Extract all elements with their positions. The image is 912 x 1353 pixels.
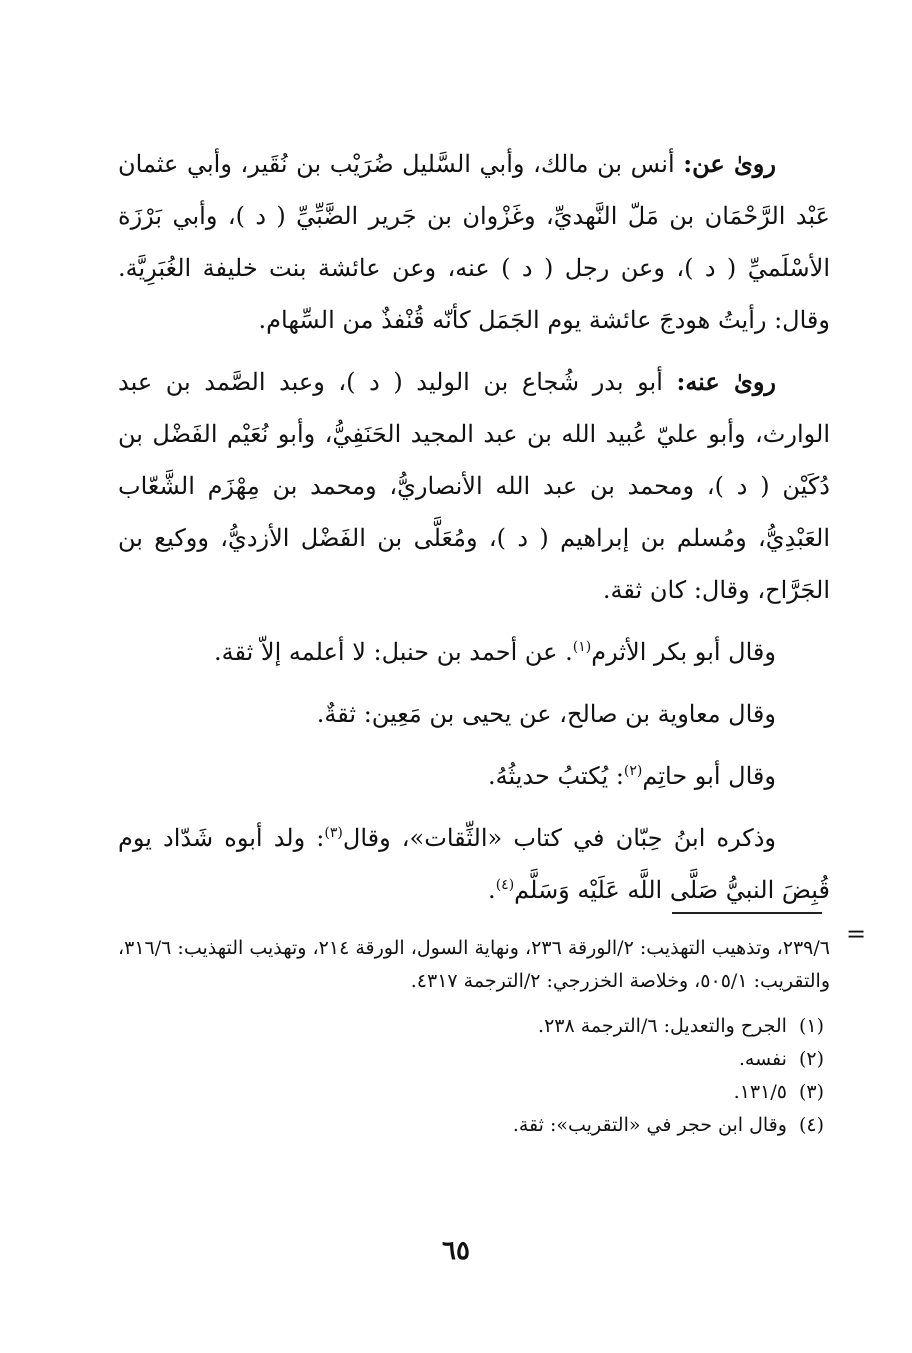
footnote-2 [118, 1043, 830, 1076]
footnote-ref-3: (٣) [324, 825, 343, 841]
narrated-by-text: أبو بدر شُجاع بن الوليد ( د )، وعبد الصَّمد بن عبد الوارث، وأبو عليّ عُبيد الله بن عبد المجيد الحَنَفِيُّ، وأبو نُعَيْم الفَضْل بن دُكَيْن ( د )، ومحمد بن عبد الله الأنصاريُّ، ومحمد بن مِهْزَم الشَّعّاب العَبْدِيُّ، ومُسلم بن إبراهيم ( د )، ومُعَلَّى بن الفَضْل الأزديُّ، ووكيع بن الجَرَّاح، وقال: كان ثقة. [118, 368, 830, 604]
ibn-hibban-text-b: : ولد أبوه شَدّاد يوم قُبِضَ النبيُّ صَلَّى اللَّه عَلَيْه وَسَلَّم [118, 824, 830, 904]
footnote-1-number: (١) [798, 1015, 824, 1037]
footnotes [118, 932, 830, 1142]
abu-hatim-text-b: : يُكتبُ حديثُهُ. [487, 762, 624, 790]
footnote-separator [672, 912, 822, 914]
paragraph-muawiya [118, 688, 830, 740]
muawiya-text: وقال معاوية بن صالح، عن يحيى بن مَعِين: ثقةٌ. [316, 700, 776, 728]
paragraph-narrated-by [118, 356, 830, 616]
footnote-ref-4: (٤) [495, 877, 515, 893]
paragraph-ibn-hibban [118, 812, 830, 916]
footnote-continuation: ٢٣٩/٦، وتذهيب التهذيب: ٢/الورقة ٢٣٦، ونهاية السول، الورقة ٢١٤، وتهذيب التهذيب: ٣١٦/٦، والتقريب: ٥٠٥/١، وخلاصة الخزرجي: ٢/الترجمة ٤٣١٧. [118, 937, 830, 992]
paragraph-abu-hatim [118, 750, 830, 802]
abu-hatim-text-a: وقال أبو حاتِم [642, 762, 776, 790]
page-number: ٦٥ [442, 1236, 470, 1266]
footnote-2-text: نفسه. [738, 1048, 787, 1070]
footnote-1 [118, 1010, 830, 1043]
paragraph-narrated-from [118, 138, 830, 346]
footnote-4-text: وقال ابن حجر في «التقريب»: ثقة. [512, 1114, 787, 1136]
main-text [118, 138, 830, 926]
ibn-hibban-text-a: وذكره ابنُ حِبّان في كتاب «الثِّقات»، وقال [342, 824, 777, 852]
footnote-3 [118, 1076, 830, 1109]
paragraph-athram [118, 626, 830, 678]
footnote-ref-1: (١) [572, 639, 592, 655]
narrated-from-heading: روىٰ عن: [683, 149, 776, 178]
athram-text-a: وقال أبو بكر الأثرم [591, 638, 776, 666]
footnote-ref-2: (٢) [623, 763, 643, 779]
continuation-mark: = [846, 920, 867, 948]
footnote-1-text: الجرح والتعديل: ٦/الترجمة ٢٣٨. [538, 1015, 787, 1037]
ibn-hibban-text-c: . [488, 876, 496, 904]
footnote-2-number: (٢) [798, 1048, 824, 1070]
narrated-by-heading: روىٰ عنه: [676, 367, 777, 396]
athram-text-b: . عن أحمد بن حنبل: لا أعلمه إلاّ ثقة. [213, 638, 573, 666]
footnote-3-text: ١٣١/٥. [733, 1081, 787, 1103]
footnote-4 [118, 1109, 830, 1142]
footnote-3-number: (٣) [798, 1081, 824, 1103]
narrated-from-text: أنس بن مالك، وأبي السَّليل ضُرَيْب بن نُقَير، وأبي عثمان عَبْد الرَّحْمَان بن مَلّ النَّهديِّ، وغَزْوان بن جَرير الضَّبِّيِّ ( د )، وأبي بَرْزَة الأسْلَميِّ ( د )، وعن رجل ( د ) عنه، وعن عائشة بنت خليفة الغُبَرِيَّة. وقال: رأيتُ هودجَ عائشة يوم الجَمَل كأنّه قُنْفذٌ من السِّهام. [118, 150, 830, 334]
footnote-4-number: (٤) [798, 1114, 824, 1136]
